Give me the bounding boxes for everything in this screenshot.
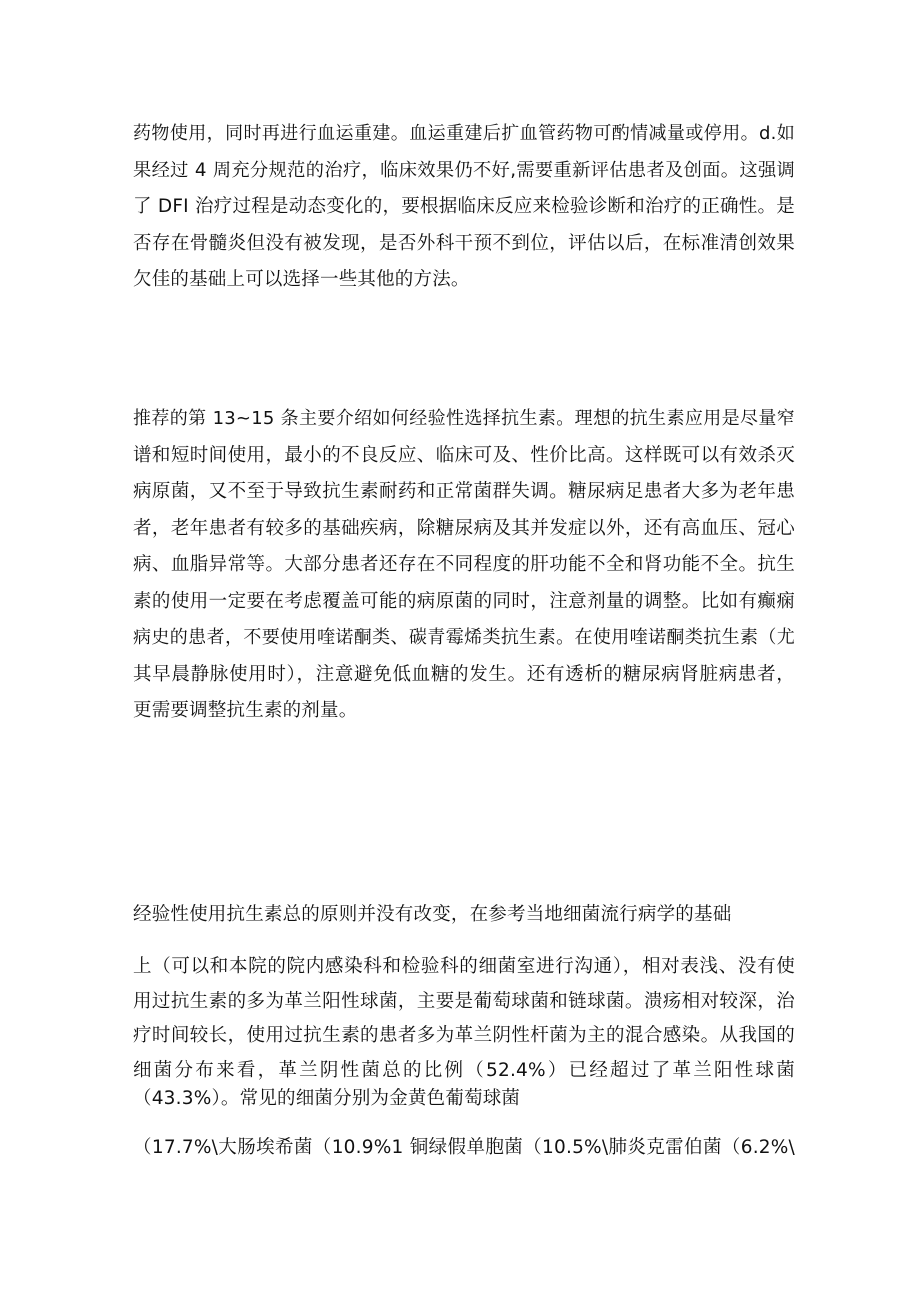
paragraph-empirical-principle [133,897,795,934]
text-line: 病、血脂异常等。大部分患者还存在不同程度的肝功能不全和肾功能不全。抗生 [133,554,795,575]
text-line: 者，老年患者有较多的基础疾病，除糖尿病及其并发症以外，还有高血压、冠心 [133,517,795,539]
text-line: 用过抗生素的多为革兰阳性球菌，主要是葡萄球菌和链球菌。溃疡相对较深，治 [133,990,795,1012]
text-line: 疗时间较长，使用过抗生素的患者多为革兰阴性杆菌为主的混合感染。从我国的 [133,1025,795,1046]
text-line: 谱和短时间使用，最小的不良反应、临床可及、性价比高。这样既可以有效杀灭 [133,444,795,466]
text-line: 经验性使用抗生素总的原则并没有改变，在参考当地细菌流行病学的基础 [133,904,732,925]
paragraph-revascularization [133,116,795,299]
paragraph-common-bacteria [133,1081,795,1118]
text-line: 果经过 4 周充分规范的治疗，临床效果仍不好,需要重新评估患者及创面。这强调 [133,159,795,181]
text-line: 上（可以和本院的院内感染科和检验科的细菌室进行沟通），相对表浅、没有使 [133,956,795,977]
text-line: 病原菌，又不至于导致抗生素耐药和正常菌群失调。糖尿病足患者大多为老年患 [133,481,795,502]
text-line: 细菌分布来看，革兰阴性菌总的比例（52.4%）已经超过了革兰阳性球菌 [133,1059,795,1081]
paragraph-bacterial-distribution [133,950,795,1088]
text-line: 否存在骨髓炎但没有被发现，是否外科干预不到位，评估以后，在标准清创效果 [133,232,795,254]
paragraph-bacteria-percentages [133,1130,795,1167]
text-line: 了 DFI 治疗过程是动态变化的，要根据临床反应来检验诊断和治疗的正确性。是 [133,196,795,217]
text-line: （43.3%）。常见的细菌分别为金黄色葡萄球菌 [133,1088,521,1109]
paragraph-antibiotic-selection [133,401,795,730]
text-line: （17.7%\大肠埃希菌（10.9%1 铜绿假单胞菌（10.5%\肺炎克雷伯菌（6.2%\ [133,1137,795,1158]
text-line: 更需要调整抗生素的剂量。 [133,700,358,721]
text-line: 素的使用一定要在考虑覆盖可能的病原菌的同时，注意剂量的调整。比如有癫痫 [133,590,795,612]
text-line: 推荐的第 13~15 条主要介绍如何经验性选择抗生素。理想的抗生素应用是尽量窄 [133,408,795,429]
text-line: 其早晨静脉使用时），注意避免低血糖的发生。还有透析的糖尿病肾脏病患者， [133,663,795,685]
text-line: 病史的患者，不要使用喹诺酮类、碳青霉烯类抗生素。在使用喹诺酮类抗生素（尤 [133,627,795,648]
text-line: 欠佳的基础上可以选择一些其他的方法。 [133,269,470,290]
text-line: 药物使用，同时再进行血运重建。血运重建后扩血管药物可酌情减量或停用。d.如 [133,123,795,144]
